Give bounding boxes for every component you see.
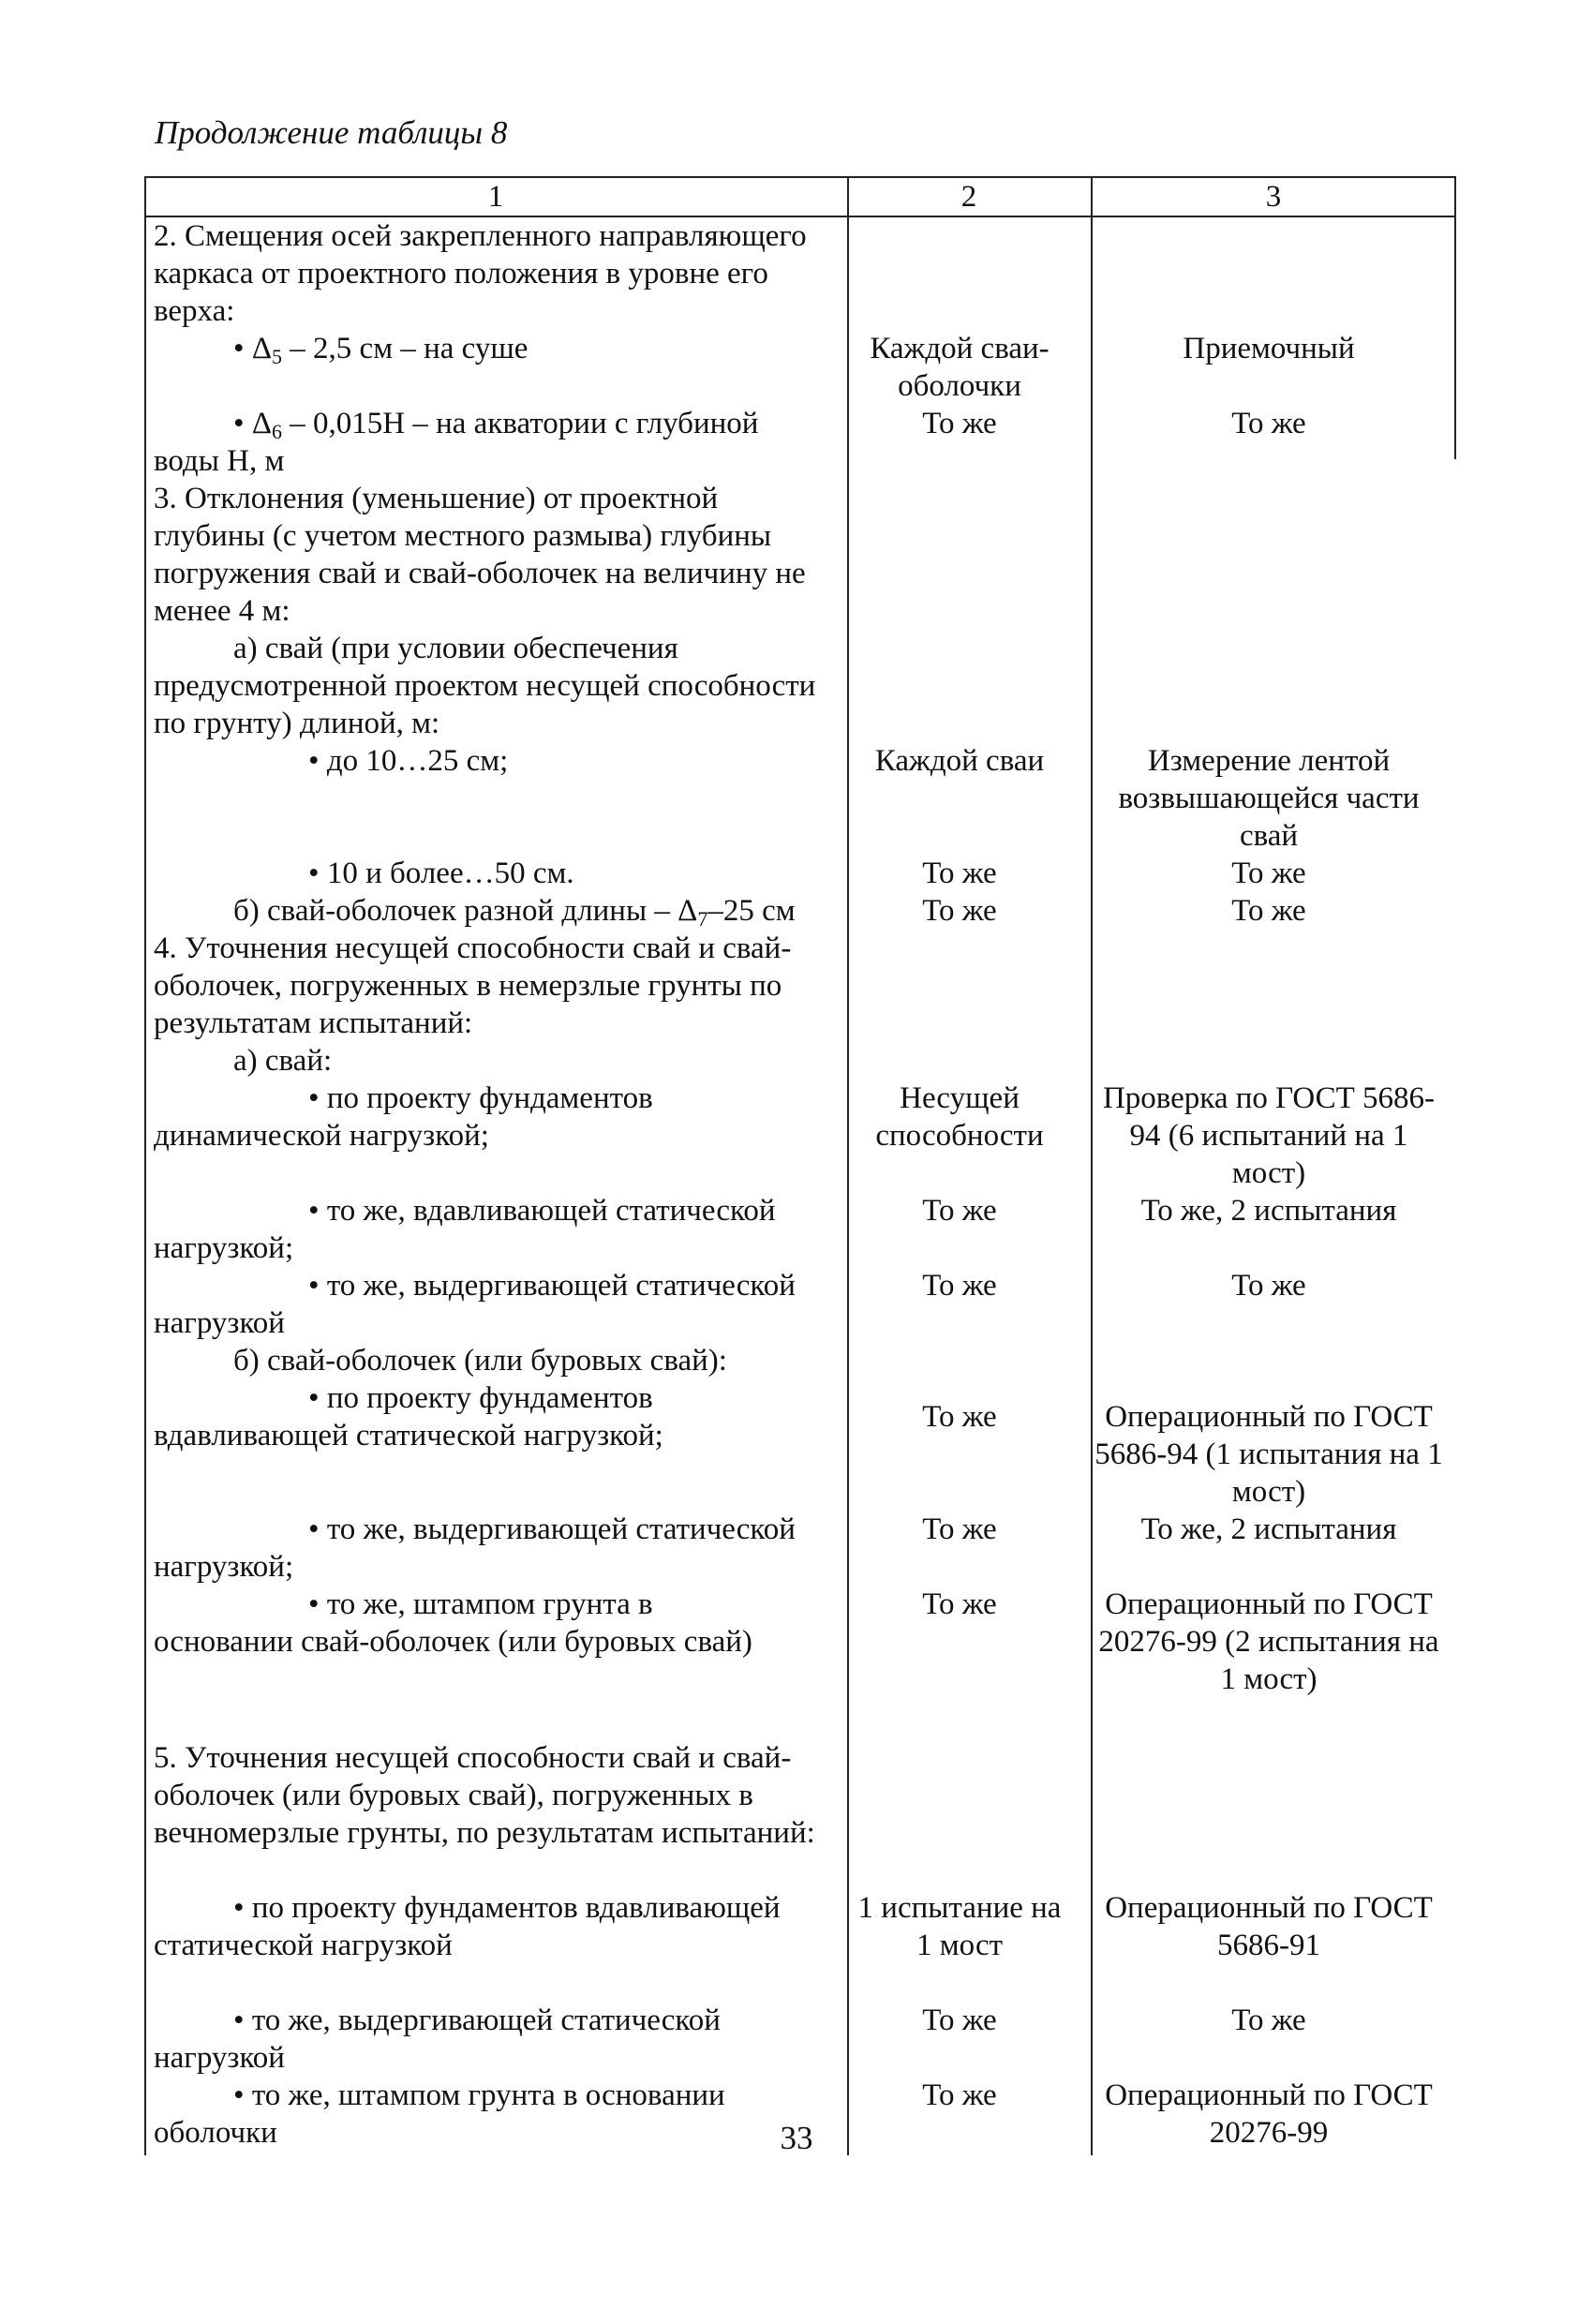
item-3b: б) свай-оболочек разной длины – $\Delta_7-25$ см <box>233 894 796 931</box>
item-5a-first: • по проекту фундаментов вдавливающей <box>154 1889 833 1927</box>
item-4b2-scope: То же <box>922 1512 997 1546</box>
header-col-1: 1 <box>487 180 504 214</box>
item-4b3-scope: То же <box>922 1587 997 1621</box>
item-4a: а) свай: <box>233 1044 333 1078</box>
item-3a1-control: Измерение лентой возвышающейся части свай <box>1118 744 1420 853</box>
item-4b3-first: • то же, штампом грунта в <box>154 1586 833 1623</box>
item-3a2: • 10 и более…50 см. <box>154 855 833 892</box>
item-3b-control: То же <box>1231 894 1306 928</box>
item-4a1-first: • по проекту фундаментов <box>154 1080 833 1117</box>
item-4a3-scope: То же <box>922 1269 997 1303</box>
item-3b-scope: То же <box>922 894 997 928</box>
item-4a3-control: То же <box>1231 1269 1306 1303</box>
item-4a1-control: Проверка по ГОСТ 5686-94 (6 испытаний на 1 мост) <box>1102 1081 1436 1190</box>
item-4b3-control: Операционный по ГОСТ 20276-99 (2 испытания на 1 мост) <box>1098 1587 1439 1696</box>
item-5c-control: Операционный по ГОСТ 20276-99 <box>1105 2078 1433 2150</box>
section-5-title: 5. Уточнения несущей способности свай и свай-оболочек (или буровых свай), погруженных в вечномерзлые грунты, по результатам испытаний: <box>154 1741 815 1850</box>
item-delta6-scope: То же <box>922 407 997 440</box>
item-5b-scope: То же <box>922 2004 997 2037</box>
item-5a-scope: 1 испытание на 1 мост <box>857 1891 1062 1962</box>
item-4b1-first: • по проекту фундаментов <box>154 1379 833 1417</box>
section-4-title: 4. Уточнения несущей способности свай и свай-оболочек, погруженных в немерзлые грунты по результатам испытаний: <box>154 931 792 1040</box>
item-4b1-rest: вдавливающей статической нагрузкой; <box>154 1419 663 1452</box>
item-delta6-control: То же <box>1231 407 1306 440</box>
item-5a-control: Операционный по ГОСТ 5686-91 <box>1105 1891 1433 1962</box>
item-4b3-rest: основании свай-оболочек (или буровых свай) <box>154 1625 752 1659</box>
section-2-title: 2. Смещения осей закрепленного направляющего каркаса от проектного положения в уровне его верха: <box>154 219 807 328</box>
item-3a2-control: То же <box>1231 857 1306 890</box>
item-4b1-control: Операционный по ГОСТ 5686-94 (1 испытания на 1 мост) <box>1094 1400 1443 1509</box>
item-4b: б) свай-оболочек (или буровых свай): <box>233 1344 727 1378</box>
item-delta6-cont: воды Н, м <box>154 444 285 478</box>
item-5c-first: • то же, штампом грунта в основании <box>154 2077 833 2114</box>
item-4a1-scope: Несущей способности <box>875 1081 1044 1153</box>
item-4a2-rest: нагрузкой; <box>154 1231 294 1265</box>
item-4a3-rest: нагрузкой <box>154 1306 285 1340</box>
item-5c-rest: оболочки <box>154 2116 277 2150</box>
item-4a1-rest: динамической нагрузкой; <box>154 1119 489 1153</box>
item-4b2-control: То же, 2 испытания <box>1140 1512 1397 1546</box>
header-col-3: 3 <box>1265 180 1282 214</box>
item-4a2-control: То же, 2 испытания <box>1140 1194 1397 1228</box>
item-delta5: • $\Delta_5 - 2,5$ см – на суше <box>154 330 833 367</box>
item-5a-rest: статической нагрузкой <box>154 1929 453 1962</box>
item-3a-first: а) свай (при условии обеспечения <box>233 632 678 665</box>
column-divider-1 <box>847 178 849 2155</box>
item-4b2-first: • то же, выдергивающей статической <box>154 1511 833 1548</box>
item-3a-rest: предусмотренной проектом несущей способности по грунту) длиной, м: <box>154 669 816 740</box>
item-5b-control: То же <box>1231 2004 1306 2037</box>
page-number: 33 <box>780 2120 813 2156</box>
table-border-left <box>144 178 146 2155</box>
item-4a2-scope: То же <box>922 1194 997 1228</box>
requirements-table <box>144 176 1456 2155</box>
table-border-right <box>1454 178 1456 459</box>
item-5b-rest: нагрузкой <box>154 2041 285 2075</box>
table-caption: Продолжение таблицы 8 <box>155 114 508 151</box>
item-4a3-first: • то же, выдергивающей статической <box>154 1267 833 1304</box>
item-4a2-first: • то же, вдавливающей статической <box>154 1192 833 1229</box>
item-4b1-scope: То же <box>922 1400 997 1434</box>
item-5c-scope: То же <box>922 2078 997 2112</box>
item-3a1-scope: Каждой сваи <box>874 744 1045 778</box>
item-delta5-scope: Каждой сваи-оболочки <box>870 332 1050 403</box>
item-delta5-control: Приемочный <box>1183 332 1355 365</box>
item-5b-first: • то же, выдергивающей статической <box>154 2002 833 2039</box>
section-3-title: 3. Отклонения (уменьшение) от проектной глубины (с учетом местного размыва) глубины погружения свай и свай-оболочек на величину не менее 4 м: <box>154 482 806 628</box>
header-col-2: 2 <box>960 180 977 214</box>
item-4b2-rest: нагрузкой; <box>154 1550 294 1584</box>
item-delta6: • $\Delta_6 - 0,015Н$ – на акватории с глубиной <box>154 405 833 442</box>
item-3a1: • до 10…25 см; <box>154 742 833 780</box>
item-3a2-scope: То же <box>922 857 997 890</box>
